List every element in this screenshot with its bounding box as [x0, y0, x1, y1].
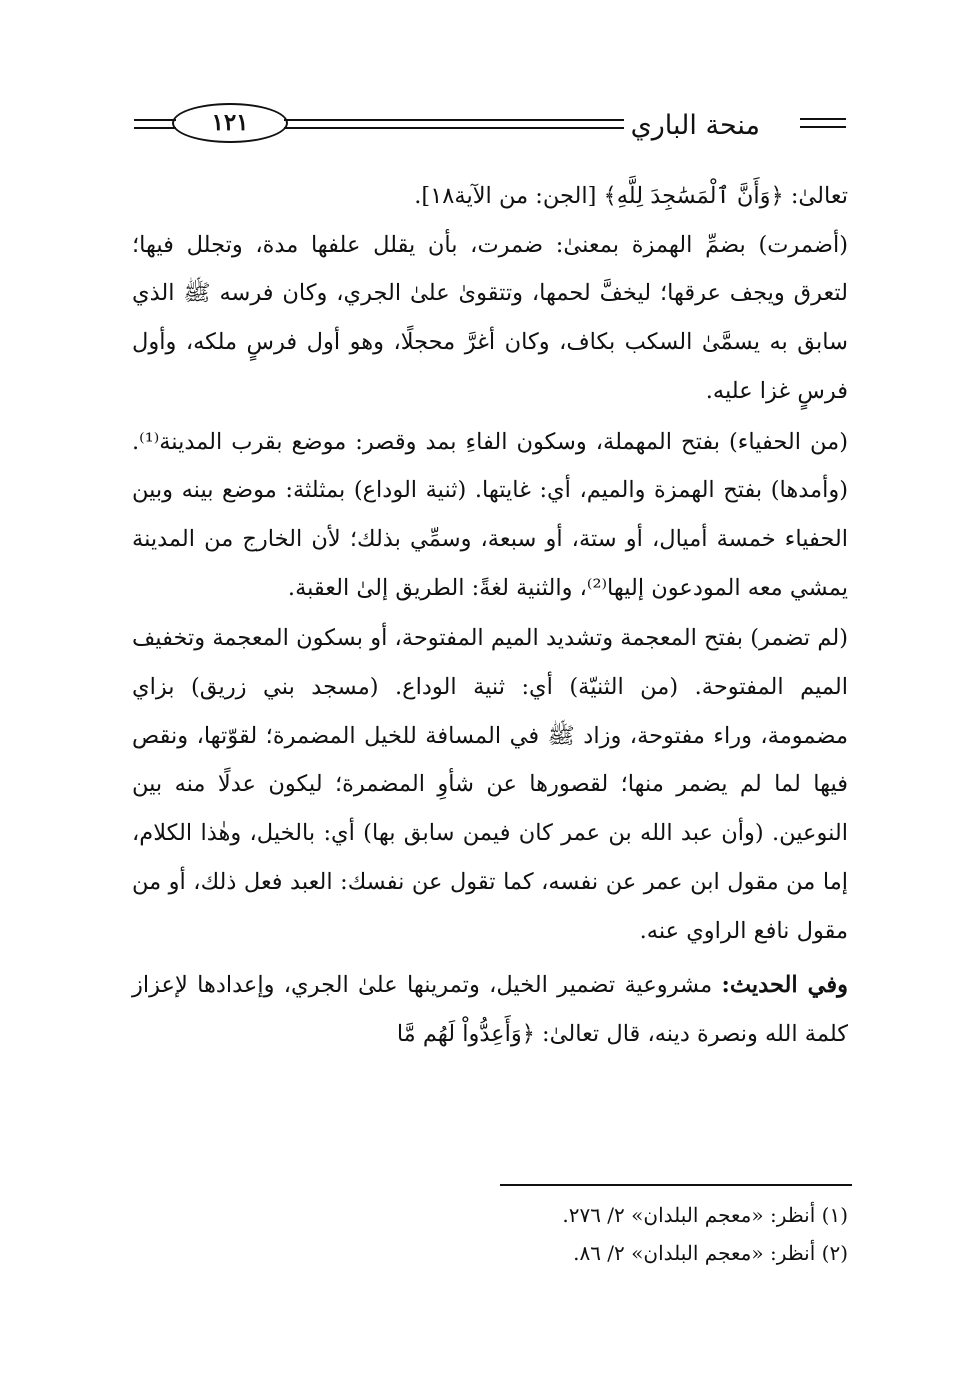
- header-rule-left-upper: [134, 119, 176, 121]
- footnotes: [132, 1196, 848, 1272]
- header-rule-middle-lower: [284, 127, 624, 129]
- footnote-separator: [500, 1184, 852, 1186]
- paragraph-lead-label: وفي الحديث:: [721, 972, 848, 999]
- paragraph-hadith-benefits: [132, 961, 848, 1058]
- paragraph-admarat: (أضمرت) بضمِّ الهمزة بمعنىٰ: ضمرت، بأن يقلل علفها مدة، وتجلل فيها؛ لتعرق ويجف عرقها؛ ليخفَّ لحمها، وتتقوىٰ علىٰ الجري، وكان فرسه ﷺ الذي سابق به يسمَّىٰ السكب بكاف، وكان أغرَّ محجلًا، وهو أول فرسٍ ملكه، وأول فرسٍ غزا عليه.: [132, 231, 848, 404]
- header-rule-middle-upper: [284, 119, 624, 121]
- header-rule-right-lower: [800, 126, 846, 128]
- paragraph-body: مشروعية تضمير الخيل، وتمرينها علىٰ الجري، وإعدادها لإعزاز كلمة الله ونصرة دينه، قال تعالىٰ: ﴿وَأَعِدُّواْ لَهُم مَّا: [132, 972, 848, 1047]
- header-rule-left-lower: [134, 127, 176, 129]
- book-title: منحة الباري: [630, 110, 760, 141]
- footnote-1: (١) أنظر: «معجم البلدان» ٢/ ٢٧٦.: [562, 1203, 848, 1227]
- header-rule-right-upper: [800, 118, 846, 120]
- running-header: [134, 100, 846, 150]
- footnote-2: (٢) أنظر: «معجم البلدان» ٢/ ٨٦.: [573, 1241, 848, 1265]
- paragraph-verse-continuation: تعالىٰ: ﴿وَأَنَّ ٱلْمَسَٰجِدَ لِلَّهِ﴾ [الجن: من الآية١٨].: [414, 183, 848, 209]
- main-text: [132, 172, 848, 1059]
- page-number: ١٢١: [172, 103, 288, 143]
- paragraph-al-hafya: (من الحفياء) بفتح المهملة، وسكون الفاءِ بمد وقصر: موضع بقرب المدينة⁽¹⁾. (وأمدها) بفتح الهمزة والميم، أي: غايتها. (ثنية الوداع) بمثلثة: موضع بينه وبين الحفياء خمسة أميال، أو ستة، أو سبعة، وسمِّي بذلك؛ لأن الخارج من المدينة يمشي معه المودعون إليها⁽²⁾، والثنية لغةً: الطريق إلىٰ العقبة.: [132, 428, 848, 601]
- paragraph-lam-tudmar: (لم تضمر) بفتح المعجمة وتشديد الميم المفتوحة، أو بسكون المعجمة وتخفيف الميم المفتوحة. (من الثنيّة) أي: ثنية الوداع. (مسجد بني زريق) بزاي مضمومة، وراء مفتوحة، وزاد ﷺ في المسافة للخيل المضمرة؛ لقوّتها، ونقص فيها لما لم يضمر منها؛ لقصورها عن شأوِ المضمرة؛ ليكون عدلًا منه بين النوعين. (وأن عبد الله بن عمر كان فيمن سابق بها) أي: بالخيل، وهٰذا الكلام، إما من مقول ابن عمر عن نفسه، كما تقول عن نفسك: العبد فعل ذلك، أو من مقول نافع الراوي عنه.: [132, 625, 848, 944]
